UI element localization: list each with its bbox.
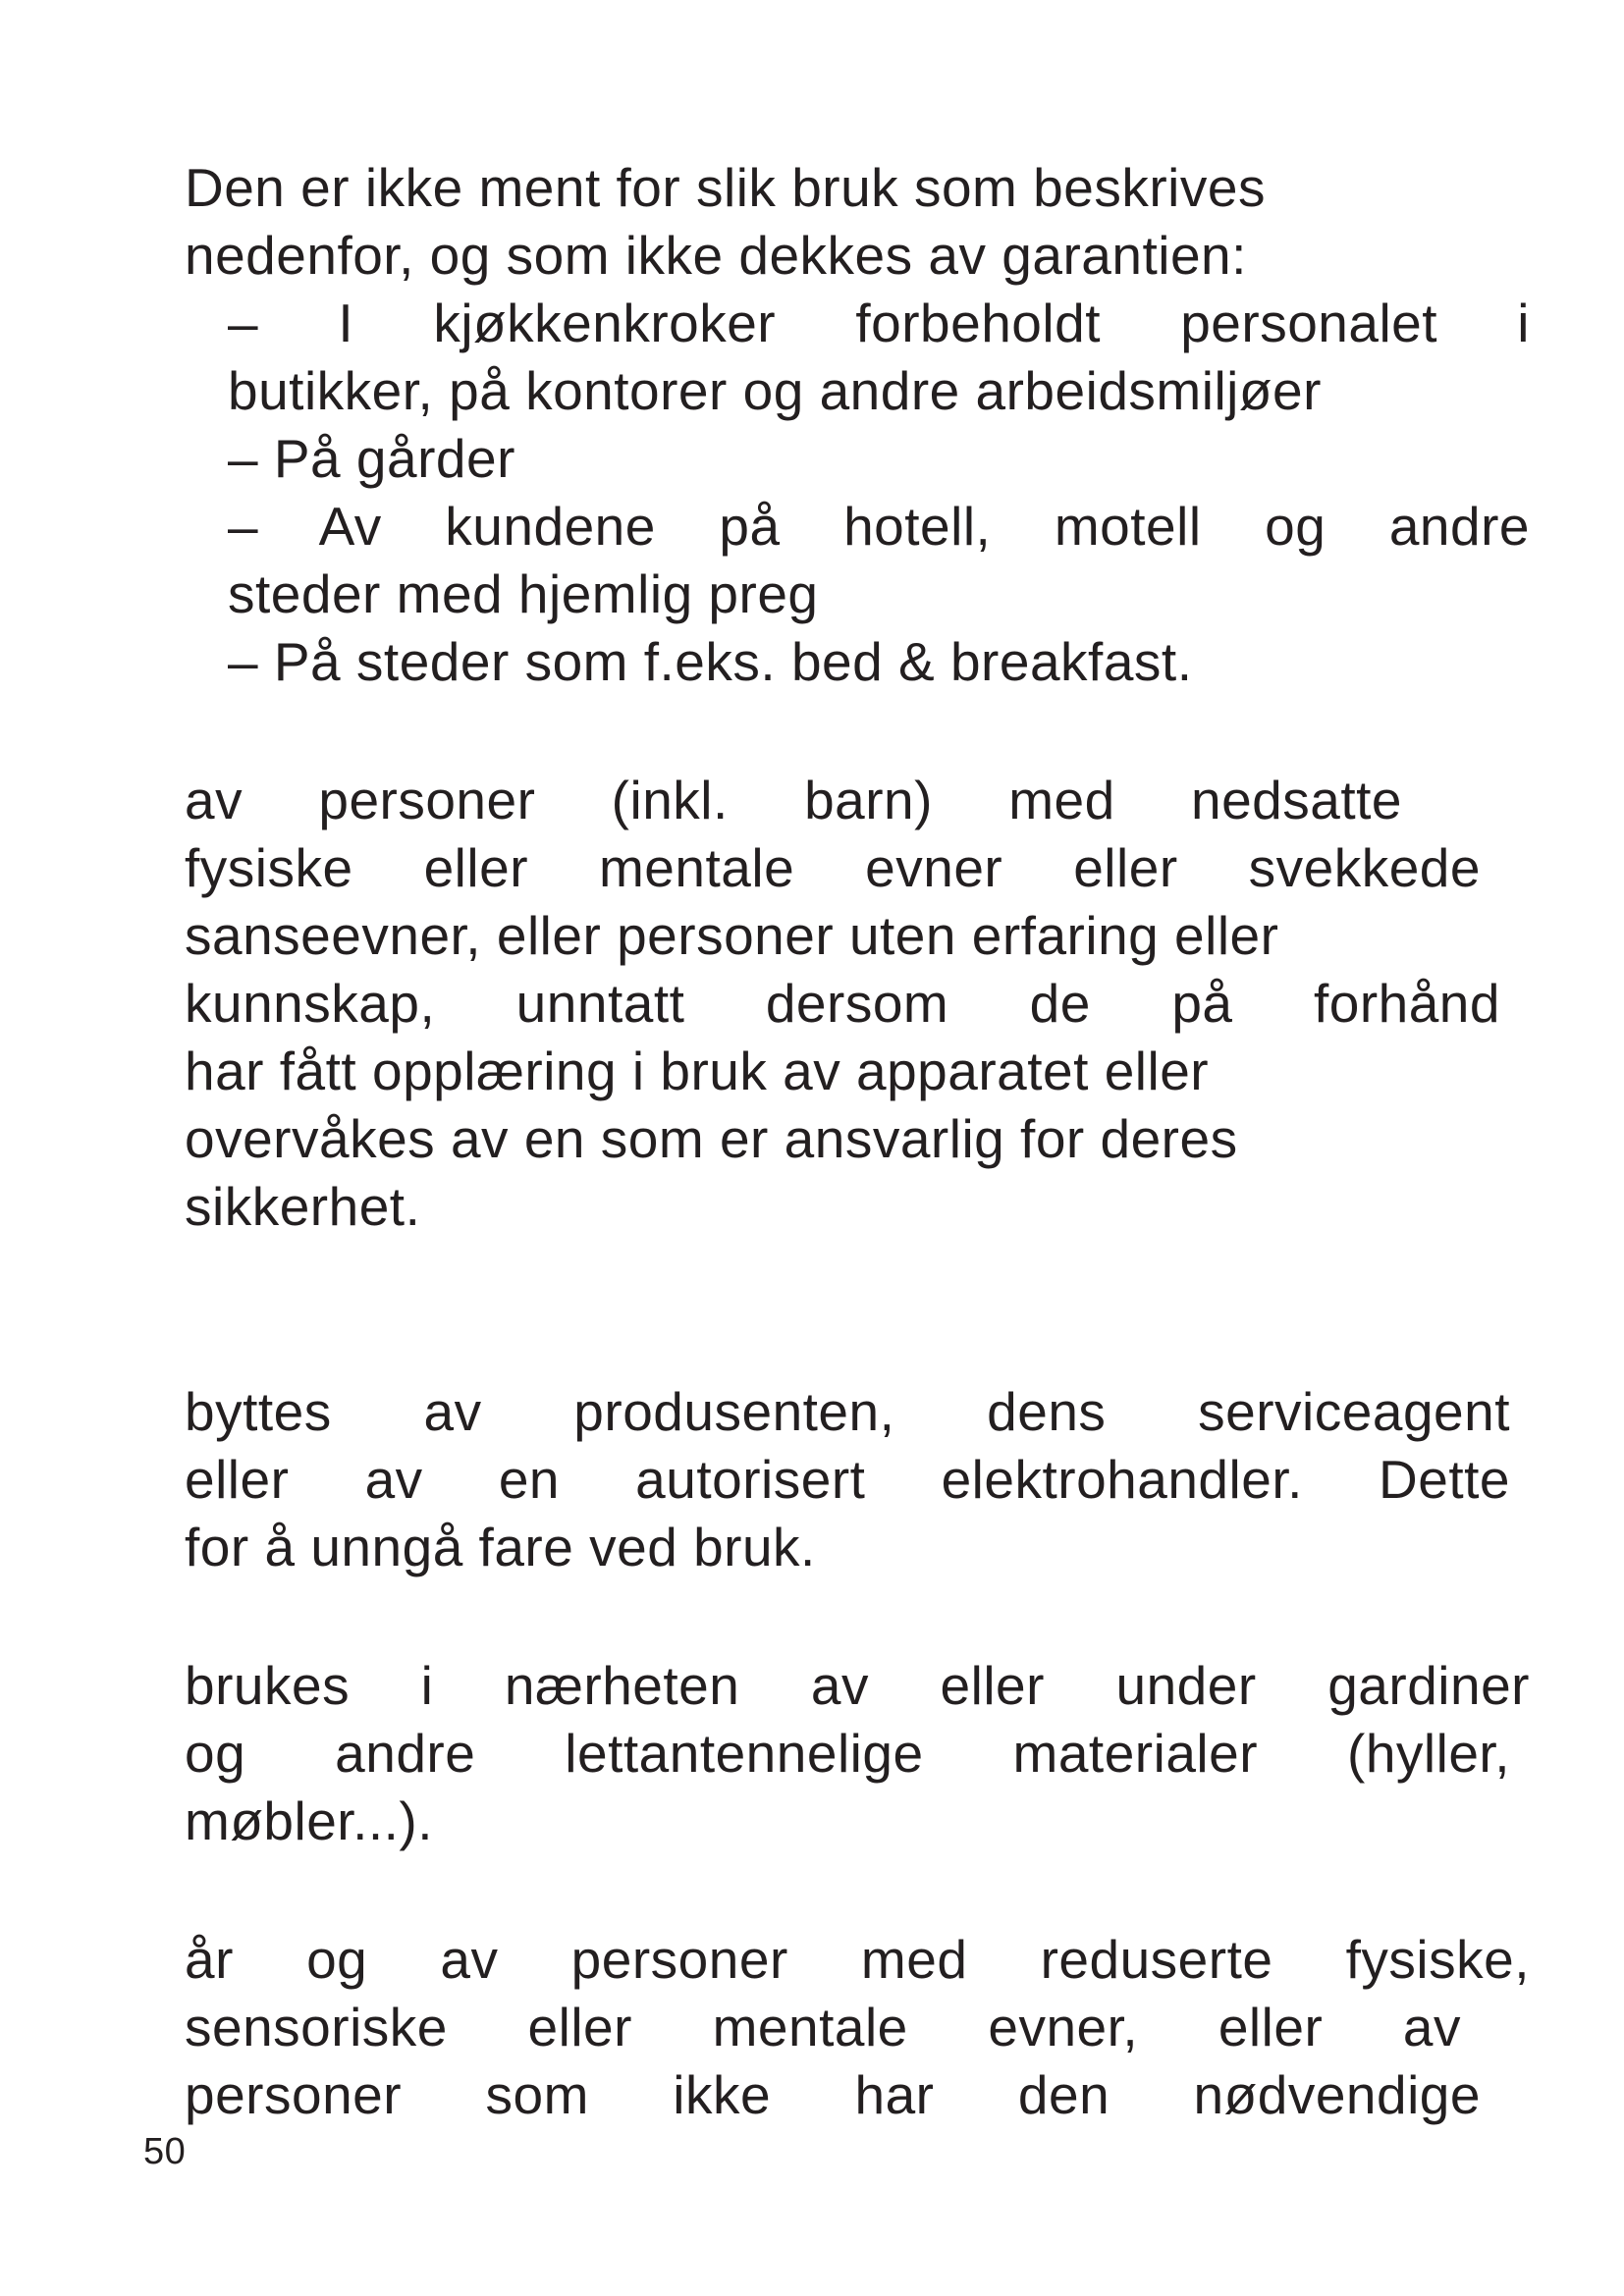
text-line: nedenfor, og som ikke dekkes av garantien: <box>185 225 1247 286</box>
text-line: sikkerhet. <box>185 1176 421 1237</box>
text-line: av personer (inkl. barn) med nedsatte <box>185 770 1402 830</box>
text-line: sensoriske eller mentale evner, eller av <box>185 1997 1461 2057</box>
text-line: sanseevner, eller personer uten erfaring eller <box>185 905 1279 966</box>
text-line: Den er ikke ment for slik bruk som beskrives <box>185 157 1266 218</box>
page-number: 50 <box>143 2131 187 2172</box>
text-line: personer som ikke har den nødvendige <box>185 2064 1481 2125</box>
text-line: møbler...). <box>185 1790 434 1851</box>
text-line: for å unngå fare ved bruk. <box>185 1517 816 1577</box>
text-line: brukes i nærheten av eller under gardiner <box>185 1655 1530 1716</box>
list-item: – Av kundene på hotell, motell og andre <box>228 496 1530 557</box>
list-item: – På gårder <box>228 428 515 489</box>
list-item-continuation: butikker, på kontorer og andre arbeidsmiljøer <box>228 360 1322 421</box>
text-line: kunnskap, unntatt dersom de på forhånd <box>185 973 1500 1034</box>
text-line: byttes av produsenten, dens serviceagent <box>185 1381 1510 1442</box>
list-item-continuation: steder med hjemlig preg <box>228 563 819 624</box>
text-line: har fått opplæring i bruk av apparatet eller <box>185 1041 1210 1101</box>
text-line: fysiske eller mentale evner eller svekkede <box>185 837 1481 898</box>
text-line: og andre lettantennelige materialer (hyller, <box>185 1723 1510 1784</box>
list-item: – På steder som f.eks. bed & breakfast. <box>228 631 1193 692</box>
text-line: år og av personer med reduserte fysiske, <box>185 1929 1530 1990</box>
text-line: overvåkes av en som er ansvarlig for deres <box>185 1108 1238 1169</box>
text-line: eller av en autorisert elektrohandler. Dette <box>185 1449 1510 1510</box>
list-item: – I kjøkkenkroker forbeholdt personalet i <box>228 293 1530 353</box>
